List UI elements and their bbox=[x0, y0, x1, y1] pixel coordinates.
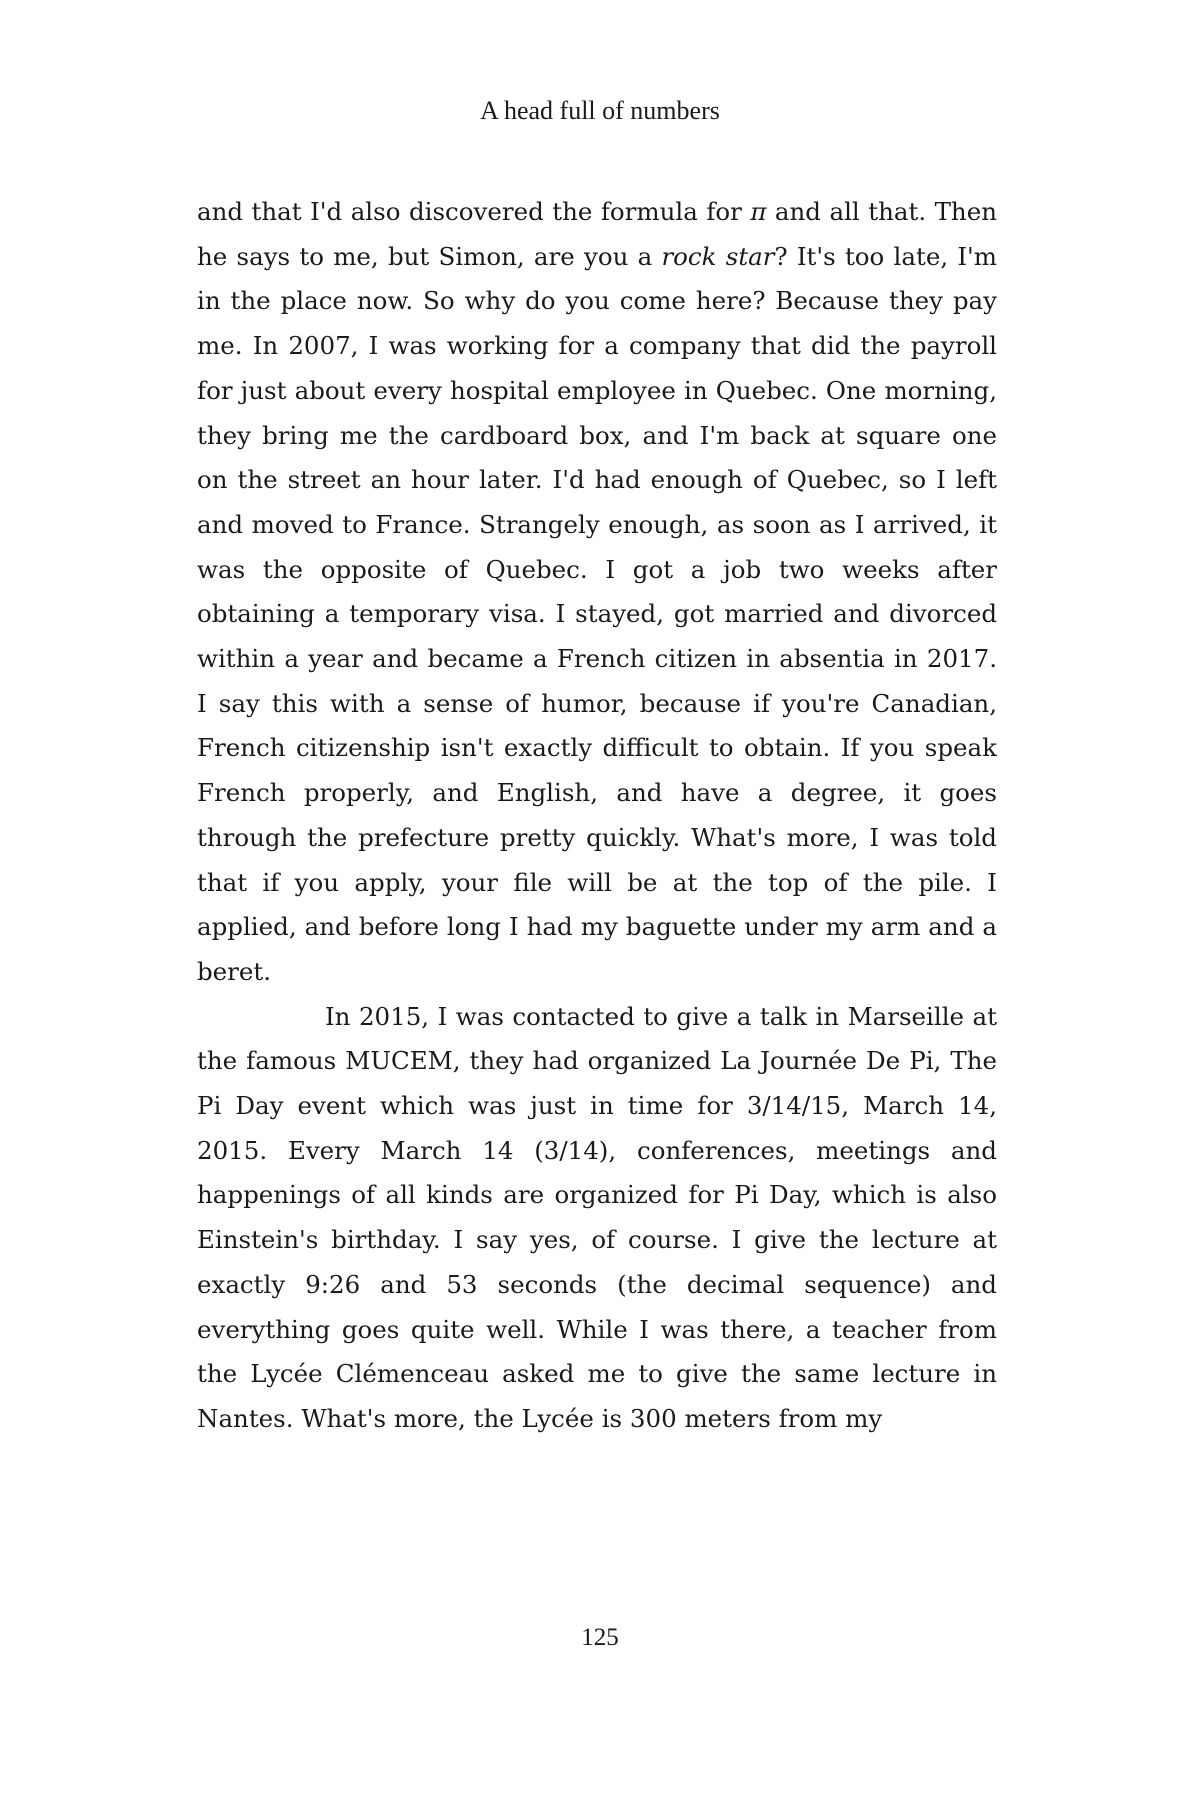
paragraph-continued bbox=[197, 190, 997, 995]
pi-symbol: π bbox=[750, 197, 767, 226]
paragraph-text: and that I'd also discovered the formula for bbox=[197, 197, 751, 226]
paragraph-text: ? It's too late, I'm in the place now. So why do you come here? Because they pay me. In 2007, I was working for a company that did the payroll for just about every hospital employee in Quebec. One morning, they bring me the cardboard box, and I'm back at square one on the street an hour later. I'd had enough of Quebec, so I left and moved to France. Strangely enough, as soon as I arrived, it was the opposite of Quebec. I got a job two weeks after obtaining a temporary visa. I stayed, got married and divorced within a year and became a French citizen in absentia in 2017. I say this with a sense of humor, because if you're Canadian, French citizenship isn't exactly difficult to obtain. If you speak French properly, and English, and have a degree, it goes through the prefecture pretty quickly. What's more, I was told that if you apply, your file will be at the top of the pile. I applied, and before long I had my baguette under my arm and a beret. bbox=[197, 241, 997, 986]
running-title: A head full of numbers bbox=[480, 96, 720, 125]
paragraph-text: and all that. Then he says to me, but Simon, are you a bbox=[197, 197, 997, 271]
page-number: 125 bbox=[581, 1624, 619, 1651]
emphasis-text: rock star bbox=[661, 241, 775, 271]
paragraph: In 2015, I was contacted to give a talk in Marseille at the famous MUCEM, they had organized La Journée De Pi, The Pi Day event which was just in time for 3/14/15, March 14, 2015. Every March 14 (3/14), conferences, meetings and happenings of all kinds are organized for Pi Day, which is also Einstein's birthday. I say yes, of course. I give the lecture at exactly 9:26 and 53 seconds (the decimal sequence) and everything goes quite well. While I was there, a teacher from the Lycée Clémenceau asked me to give the same lecture in Nantes. What's more, the Lycée is 300 meters from my bbox=[197, 1001, 997, 1433]
body-text bbox=[197, 190, 997, 1442]
